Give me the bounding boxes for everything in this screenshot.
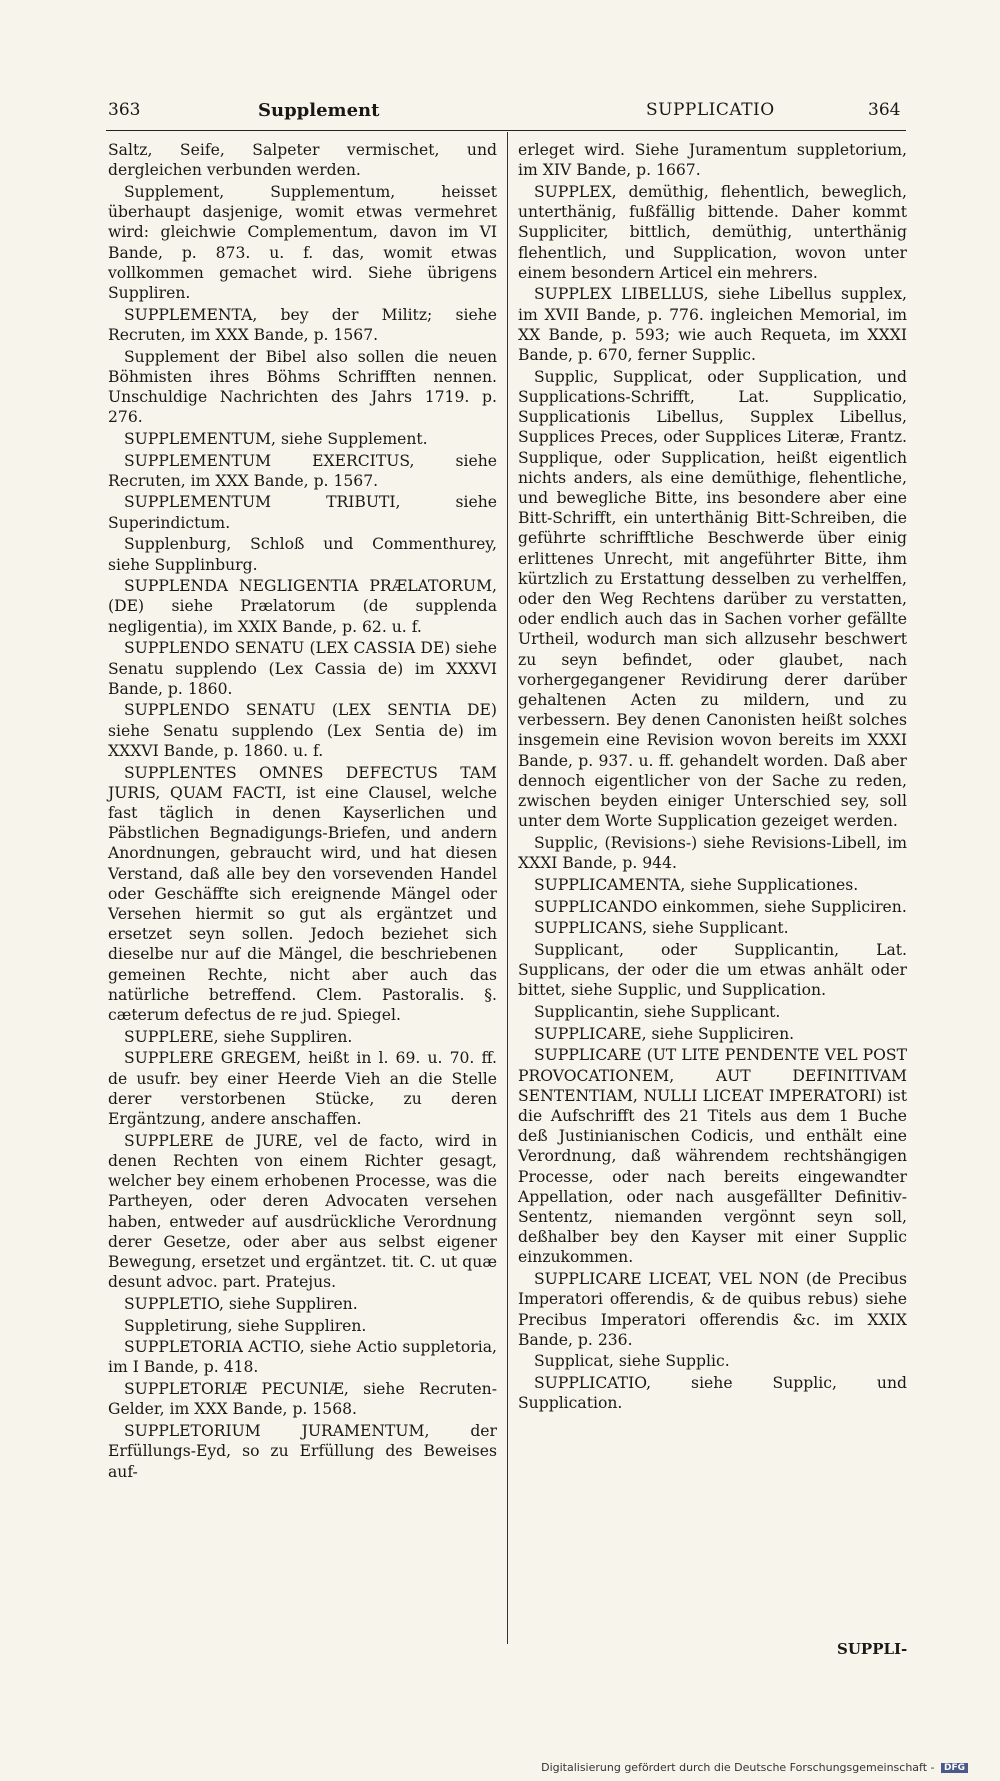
entry: Supplicantin, siehe Supplicant. — [534, 1003, 781, 1022]
catchword: SUPPLI- — [837, 1640, 908, 1658]
entry: SUPPLETORIÆ PECUNIÆ, siehe Recruten-Gelder, im XXX Bande, p. 1568. — [108, 1380, 497, 1419]
entry: SUPPLENDO SENATU (LEX CASSIA DE) siehe Senatu supplendo (Lex Cassia de) im XXXVI Bande, p. 1860. — [108, 639, 497, 698]
entry: SUPPLETORIUM JURAMENTUM, der Erfüllungs-Eyd, so zu Erfüllung des Beweises auf- — [108, 1422, 497, 1481]
left-page-number: 363 — [108, 100, 141, 120]
column-divider — [507, 132, 508, 1644]
entry: SUPPLICARE, siehe Suppliciren. — [534, 1024, 795, 1043]
entry: Supplic, (Revisions-) siehe Revisions-Libell, im XXXI Bande, p. 944. — [518, 833, 907, 873]
entry: SUPPLEX LIBELLUS, siehe Libellus supplex, im XVII Bande, p. 776. ingleichen Memorial, im XX Bande, p. 593; wie auch Requeta, im XXXI Bande, p. 670, ferner Supplic. — [518, 285, 907, 365]
digitization-footer — [541, 1761, 968, 1774]
left-running-title: Supplement — [258, 100, 380, 121]
entry: SUPPLEMENTUM EXERCITUS, siehe Recruten, im XXX Bande, p. 1567. — [108, 451, 497, 490]
entry: SUPPLEX, demüthig, flehentlich, beweglich, unterthänig, fußfällig bittende. Daher kommt Suppliciter, bittlich, demüthig, unterthänig flehentlich, und Supplication, wovon unter einem besondern Articel ein mehrers. — [518, 182, 907, 282]
entry: SUPPLICAMENTA, siehe Supplicationes. — [534, 875, 859, 894]
entry: Supplicant, oder Supplicantin, Lat. Supplicans, der oder die um etwas anhält oder bittet, siehe Supplic, und Supplication. — [518, 940, 907, 1000]
dfg-logo-badge: DFG — [941, 1763, 968, 1773]
entry: SUPPLETORIA ACTIO, siehe Actio suppletoria, im I Bande, p. 418. — [108, 1338, 497, 1377]
header-rule — [106, 130, 906, 131]
left-column — [108, 140, 497, 1483]
entry: SUPPLICATIO, siehe Supplic, und Supplication. — [518, 1374, 907, 1413]
entry: SUPPLENDO SENATU (LEX SENTIA DE) siehe Senatu supplendo (Lex Sentia de) im XXXVI Bande, p. 1860. u. f. — [108, 701, 497, 760]
right-page-number: 364 — [868, 100, 901, 120]
right-running-title: SUPPLICATIO — [646, 100, 775, 120]
entry: SUPPLICARE LICEAT, VEL NON (de Precibus Imperatori offerendis, & de quibus rebus) siehe Precibus Imperatori offerendis &c. im XXIX Bande, p. 236. — [518, 1270, 907, 1349]
entry: SUPPLICANDO einkommen, siehe Suppliciren. — [534, 897, 907, 916]
entry: SUPPLEMENTUM TRIBUTI, siehe Superindictum. — [108, 493, 497, 532]
entry: Supplic, Supplicat, oder Supplication, und Supplications-Schrifft, Lat. Supplicatio, Supplicationis Libellus, Supplex Libellus, Supplices Preces, oder Supplices Literæ, Frantz. Supplique, oder Supplication, heißt eigentlich nichts anders, als eine demüthige, flehentliche, und bewegliche Bitte, ins besondere aber eine Bitt-Schrifft, ein unterthänig Bitt-Schreiben, die geführte schrifftliche Beschwerde über einig erlittenes Unrecht, mit angeführter Bitte, ihm kürtzlich zu Erstattung desselben zu verhelffen, oder den Weg Rechtens darüber zu verstatten, oder endlich auch das in Sachen vorher gefällte Urtheil, wodurch man sich allzusehr beschwert zu seyn befindet, oder glaubet, nach vorhergegangener Revidirung derer darüber gehaltenen Acten zu mildern, und zu verbessern. Bey denen Canonisten heißt solches insgemein eine Revision wovon bereits im XXXI Bande, p. 937. u. ff. gehandelt worden. Daß aber dennoch eigentlicher von der Sache zu reden, zwischen beyden einiger Unterschied sey, soll unter dem Worte Supplication gezeiget werden. — [518, 367, 907, 831]
right-column — [518, 140, 907, 1415]
entry: SUPPLERE GREGEM, heißt in l. 69. u. 70. ff. de usufr. bey einer Heerde Vieh an die Stelle derer verstorbenen Stücke, zu deren Ergäntzung, andere anschaffen. — [108, 1049, 497, 1129]
entry: SUPPLERE de JURE, vel de facto, wird in denen Rechten von einem Richter gesagt, welcher bey einem erhobenen Processe, was die Partheyen, oder deren Advocaten versehen haben, entweder auf ausdrückliche Verordnung derer Gesetze, oder aber aus selbst eigener Bewegung, ersetzet und ergäntzet. tit. C. ut quæ desunt advoc. part. Pratejus. — [108, 1131, 497, 1292]
footer-credit: Digitalisierung gefördert durch die Deutsche Forschungsgemeinschaft - — [541, 1761, 935, 1774]
entry: Supplement der Bibel also sollen die neuen Böhmisten ihres Böhms Schrifften nennen. Unschuldige Nachrichten des Jahrs 1719. p. 276. — [108, 347, 497, 427]
entry: SUPPLENTES OMNES DEFECTUS TAM JURIS, QUAM FACTI, ist eine Clausel, welche fast täglich in denen Kayserlichen und Päbstlichen Begnadigungs-Briefen, und andern Anordnungen, gebraucht wird, und hat diesen Verstand, daß alle bey den vorsevenden Handel oder Geschäffte sich ereignende Mängel oder Versehen hiermit so gut als ergäntzet und ersetzet seyn sollen. Jedoch beziehet sich dieselbe nur auf die Mängel, die beschriebenen gemeinen Rechte, nicht aber auch das natürliche betreffend. Clem. Pastoralis. §. cæterum defectus de re jud. Spiegel. — [108, 763, 497, 1025]
entry: SUPPLERE, siehe Suppliren. — [124, 1027, 353, 1046]
entry: Saltz, Seife, Salpeter vermischet, und dergleichen verbunden werden. — [108, 141, 497, 180]
entry: Supplicat, siehe Supplic. — [534, 1352, 730, 1371]
entry: SUPPLENDA NEGLIGENTIA PRÆLATORUM, (DE) siehe Prælatorum (de supplenda negligentia), im XXIX Bande, p. 62. u. f. — [108, 577, 497, 636]
entry: SUPPLICARE (UT LITE PENDENTE VEL POST PROVOCATIONEM, AUT DEFINITIVAM SENTENTIAM, NULLI LICEAT IMPERATORI) ist die Aufschrifft des 21 Titels aus dem 1 Buche deß Justinianischen Codicis, und enthält eine Verordnung, daß währendem rechtshängigen Processe, oder nach bereits eingewandter Appellation, oder nach ausgefällter Definitiv-Sententz, niemanden vergönnt seyn soll, deßhalber bey den Kayser mit einer Supplic einzukommen. — [518, 1046, 907, 1267]
entry: Supplenburg, Schloß und Commenthurey, siehe Supplinburg. — [108, 535, 497, 574]
entry: SUPPLICANS, siehe Supplicant. — [534, 919, 789, 938]
entry: SUPPLEMENTUM, siehe Supplement. — [124, 429, 428, 448]
entry: SUPPLETIO, siehe Suppliren. — [124, 1294, 358, 1313]
entry: Supplement, Supplementum, heisset überhaupt dasjenige, womit etwas vermehret wird: gleichwie Complementum, davon im VI Bande, p. 873. u. f. das, womit etwas vollkommen gemachet wird. Siehe übrigens Suppliren. — [108, 182, 497, 302]
page-header — [0, 96, 1000, 130]
entry: SUPPLEMENTA, bey der Militz; siehe Recruten, im XXX Bande, p. 1567. — [108, 305, 497, 344]
entry: erleget wird. Siehe Juramentum suppletorium, im XIV Bande, p. 1667. — [518, 141, 907, 180]
entry: Suppletirung, siehe Suppliren. — [124, 1316, 367, 1335]
